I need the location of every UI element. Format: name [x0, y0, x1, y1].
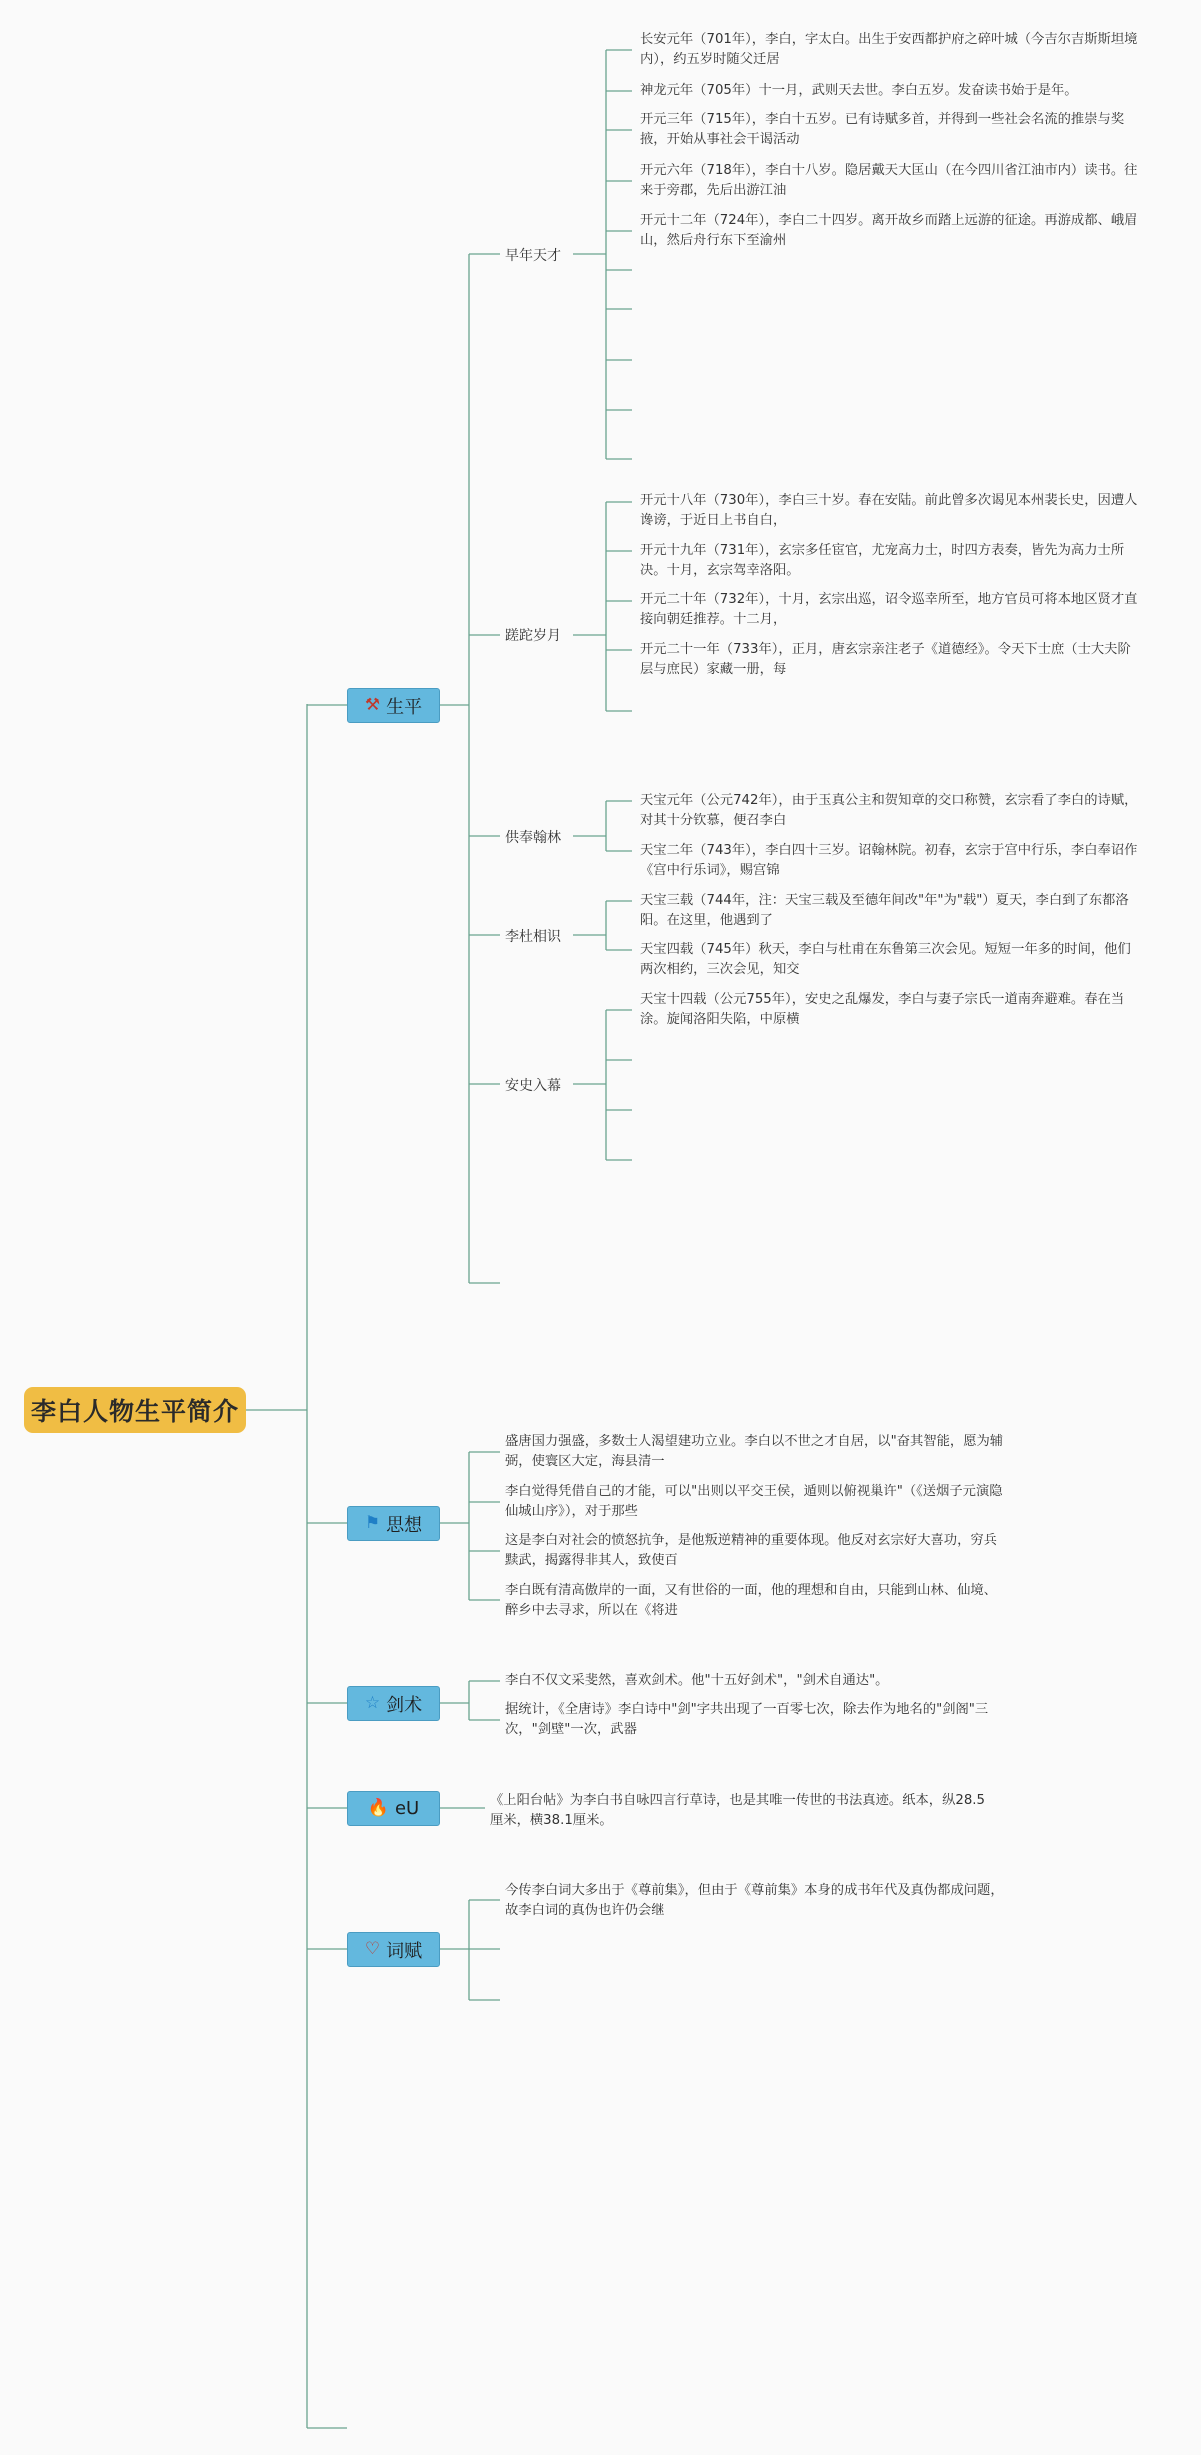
- flag-icon: ⚑: [364, 1513, 381, 1533]
- leaf-item[interactable]: 据统计，《全唐诗》李白诗中"剑"字共出现了一百零七次，除去作为地名的"剑阁"三次，"剑壁"一次，武器: [505, 1702, 989, 1737]
- subtopic-li-du-meeting[interactable]: 李杜相识: [505, 929, 561, 945]
- leaf-item[interactable]: 天宝二年（743年），李白四十三岁。诏翰林院。初春，玄宗于宫中行乐，李白奉诏作《宫中行乐词》，赐宫锦: [640, 843, 1138, 878]
- subtopic-anshi-rebellion[interactable]: 安史入幕: [505, 1078, 561, 1094]
- leaf-item[interactable]: 天宝元年（公元742年），由于玉真公主和贺知章的交口称赞，玄宗看了李白的诗赋，对其十分钦慕，便召李白: [640, 793, 1138, 828]
- hammer-icon: ⚒: [364, 695, 381, 715]
- branch-life[interactable]: [347, 688, 440, 723]
- star-icon: ☆: [364, 1693, 381, 1713]
- leaf-item[interactable]: 神龙元年（705年）十一月，武则天去世。李白五岁。发奋读书始于是年。: [640, 83, 1078, 98]
- leaf-item[interactable]: 开元六年（718年），李白十八岁。隐居戴天大匡山（在今四川省江油市内）读书。往来于旁郡，先后出游江油: [640, 163, 1138, 198]
- leaf-item[interactable]: 今传李白词大多出于《尊前集》，但由于《尊前集》本身的成书年代及真伪都成问题，故李白词的真伪也许仍会继: [505, 1883, 1004, 1918]
- leaf-item[interactable]: 开元三年（715年），李白十五岁。已有诗赋多首，并得到一些社会名流的推崇与奖掖，开始从事社会干谒活动: [640, 112, 1125, 147]
- branch-swordsmanship[interactable]: [347, 1686, 440, 1721]
- leaf-item[interactable]: 李白觉得凭借自己的才能，可以"出则以平交王侯，遁则以俯视巢许"（《送烟子元演隐仙城山序》），对于那些: [505, 1484, 1003, 1519]
- leaf-item[interactable]: 开元十八年（730年），李白三十岁。春在安陆。前此曾多次谒见本州裴长史，因遭人谗谤，于近日上书自白，: [640, 493, 1138, 528]
- branch-thought[interactable]: [347, 1506, 440, 1541]
- branch-label: 生平: [386, 696, 423, 718]
- branch-ci-fu[interactable]: [347, 1932, 440, 1967]
- leaf-item[interactable]: 盛唐国力强盛，多数士人渴望建功立业。李白以不世之才自居，以"奋其智能，愿为辅弼，使寰区大定，海县清一: [505, 1434, 1004, 1469]
- root-topic[interactable]: 李白人物生平简介: [24, 1387, 246, 1433]
- leaf-item[interactable]: 李白不仅文采斐然，喜欢剑术。他"十五好剑术"，"剑术自通达"。: [505, 1673, 889, 1688]
- fire-icon: 🔥: [367, 1798, 389, 1818]
- branch-label: 思想: [386, 1514, 423, 1536]
- leaf-item[interactable]: 开元十九年（731年），玄宗多任宦官，尤宠高力士，时四方表奏，皆先为高力士所决。十月，玄宗驾幸洛阳。: [640, 543, 1125, 578]
- leaf-item[interactable]: 《上阳台帖》为李白书自咏四言行草诗，也是其唯一传世的书法真迹。纸本，纵28.5厘米，横38.1厘米。: [490, 1793, 985, 1828]
- leaf-item[interactable]: 天宝十四载（公元755年），安史之乱爆发，李白与妻子宗氏一道南奔避难。春在当涂。旋闻洛阳失陷，中原横: [640, 992, 1125, 1027]
- leaf-item[interactable]: 天宝四载（745年）秋天，李白与杜甫在东鲁第三次会见。短短一年多的时间，他们两次相约，三次会见，知交: [640, 942, 1131, 977]
- branch-label: 剑术: [386, 1694, 423, 1716]
- subtopic-hanlin[interactable]: 供奉翰林: [505, 830, 561, 846]
- leaf-item[interactable]: 长安元年（701年），李白，字太白。出生于安西都护府之碎叶城（今吉尔吉斯斯坦境内），约五岁时随父迁居: [640, 32, 1138, 67]
- subtopic-wasted-years[interactable]: 蹉跎岁月: [505, 628, 561, 644]
- leaf-item[interactable]: 开元十二年（724年），李白二十四岁。离开故乡而踏上远游的征途。再游成都、峨眉山，然后舟行东下至渝州: [640, 213, 1138, 248]
- leaf-item[interactable]: 这是李白对社会的愤怒抗争，是他叛逆精神的重要体现。他反对玄宗好大喜功，穷兵黩武，揭露得非其人，致使百: [505, 1533, 997, 1568]
- leaf-item[interactable]: 李白既有清高傲岸的一面，又有世俗的一面，他的理想和自由，只能到山林、仙境、醉乡中去寻求，所以在《将进: [505, 1583, 997, 1618]
- branch-label: eU: [394, 1798, 420, 1819]
- heart-icon: ♡: [364, 1939, 381, 1959]
- leaf-item[interactable]: 开元二十年（732年），十月，玄宗出巡，诏令巡幸所至，地方官员可将本地区贤才直接向朝廷推荐。十二月，: [640, 592, 1138, 627]
- branch-calligraphy[interactable]: [347, 1791, 440, 1826]
- leaf-item[interactable]: 天宝三载（744年，注：天宝三载及至德年间改"年"为"载"）夏天，李白到了东都洛阳。在这里，他遇到了: [640, 893, 1129, 928]
- branch-label: 词赋: [386, 1940, 423, 1962]
- leaf-item[interactable]: 开元二十一年（733年），正月，唐玄宗亲注老子《道德经》。令天下士庶（士大夫阶层与庶民）家藏一册，每: [640, 642, 1131, 677]
- subtopic-early-genius[interactable]: 早年天才: [505, 248, 561, 264]
